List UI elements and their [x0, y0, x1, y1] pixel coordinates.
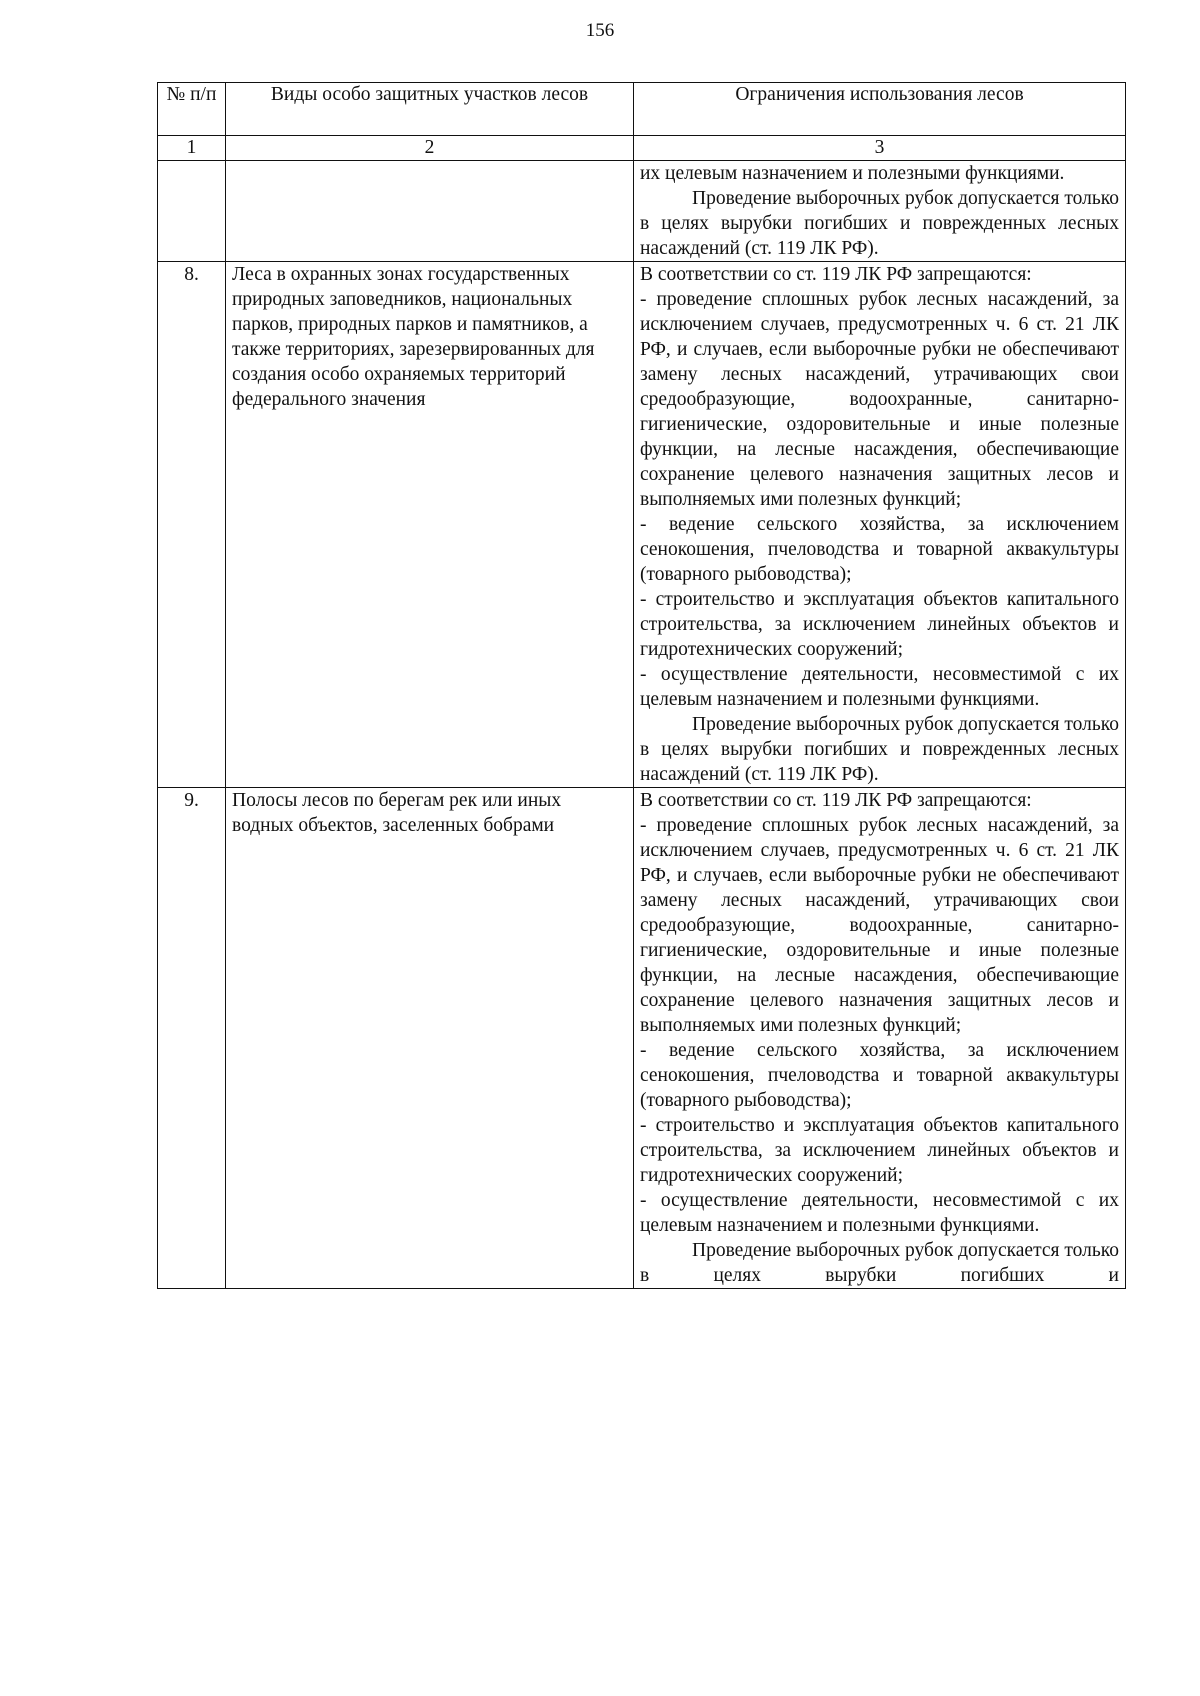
- table-row: [158, 262, 1126, 788]
- restriction-item: - осуществление деятельности, несовместимой с их целевым назначением и полезными функциями.: [640, 1190, 1119, 1236]
- restrictions-table: [157, 82, 1126, 1289]
- column-number-row: [158, 136, 1126, 161]
- restriction-item: - строительство и эксплуатация объектов капитального строительства, за исключением линейных объектов и гидротехнических сооружений;: [640, 1115, 1119, 1186]
- header-restrictions: Ограничения использования лесов: [634, 83, 1126, 136]
- restrictions-intro: В соответствии со ст. 119 ЛК РФ запрещаются:: [640, 790, 1032, 811]
- closing-note: Проведение выборочных рубок допускается только в целях вырубки погибших и: [640, 1240, 1119, 1286]
- restrictions-intro: В соответствии со ст. 119 ЛК РФ запрещаются:: [640, 264, 1032, 285]
- header-kind: Виды особо защитных участков лесов: [226, 83, 634, 136]
- table-row: [158, 788, 1126, 1289]
- continuation-text: их целевым назначением и полезными функциями.: [640, 163, 1065, 184]
- restriction-item: - осуществление деятельности, несовместимой с их целевым назначением и полезными функциями.: [640, 664, 1119, 710]
- column-number: 2: [226, 136, 634, 161]
- row-kind: Леса в охранных зонах государственных природных заповедников, национальных парков, природных парков и памятников, а также территориях, зарезервированных для создания особо охраняемых территорий федерального значения: [226, 262, 634, 788]
- column-number: 3: [634, 136, 1126, 161]
- page-number: 156: [585, 20, 615, 41]
- closing-note: Проведение выборочных рубок допускается только в целях вырубки погибших и поврежденных лесных насаждений (ст. 119 ЛК РФ).: [640, 188, 1119, 259]
- row-kind-cell: [226, 161, 634, 262]
- restriction-item: - проведение сплошных рубок лесных насаждений, за исключением случаев, предусмотренных ч. 6 ст. 21 ЛК РФ, и случаев, если выборочные рубки не обеспечивают замену лесных насаждений, утрачивающих свои средообразующие, водоохранные, санитарно-гигиенические, оздоровительные и иные полезные функции, на лесные насаждения, обеспечивающие сохранение целевого назначения защитных лесов и выполняемых ими полезных функций;: [640, 289, 1119, 510]
- row-restrictions-cell: [634, 788, 1126, 1289]
- table-row-continuation: [158, 161, 1126, 262]
- restriction-item: - проведение сплошных рубок лесных насаждений, за исключением случаев, предусмотренных ч. 6 ст. 21 ЛК РФ, и случаев, если выборочные рубки не обеспечивают замену лесных насаждений, утрачивающих свои средообразующие, водоохранные, санитарно-гигиенические, оздоровительные и иные полезные функции, на лесные насаждения, обеспечивающие сохранение целевого назначения защитных лесов и выполняемых ими полезных функций;: [640, 815, 1119, 1036]
- restriction-item: - ведение сельского хозяйства, за исключением сенокошения, пчеловодства и товарной аквакультуры (товарного рыбоводства);: [640, 1040, 1119, 1111]
- row-number-cell: [158, 161, 226, 262]
- column-number: 1: [158, 136, 226, 161]
- row-number: 9.: [158, 788, 226, 1289]
- closing-note: Проведение выборочных рубок допускается только в целях вырубки погибших и поврежденных лесных насаждений (ст. 119 ЛК РФ).: [640, 714, 1119, 785]
- row-restrictions-cell: [634, 161, 1126, 262]
- header-number: № п/п: [158, 83, 226, 136]
- row-number: 8.: [158, 262, 226, 788]
- restriction-item: - ведение сельского хозяйства, за исключением сенокошения, пчеловодства и товарной аквакультуры (товарного рыбоводства);: [640, 514, 1119, 585]
- restriction-item: - строительство и эксплуатация объектов капитального строительства, за исключением линейных объектов и гидротехнических сооружений;: [640, 589, 1119, 660]
- row-restrictions-cell: [634, 262, 1126, 788]
- table-header-row: [158, 83, 1126, 136]
- row-kind: Полосы лесов по берегам рек или иных водных объектов, заселенных бобрами: [226, 788, 634, 1289]
